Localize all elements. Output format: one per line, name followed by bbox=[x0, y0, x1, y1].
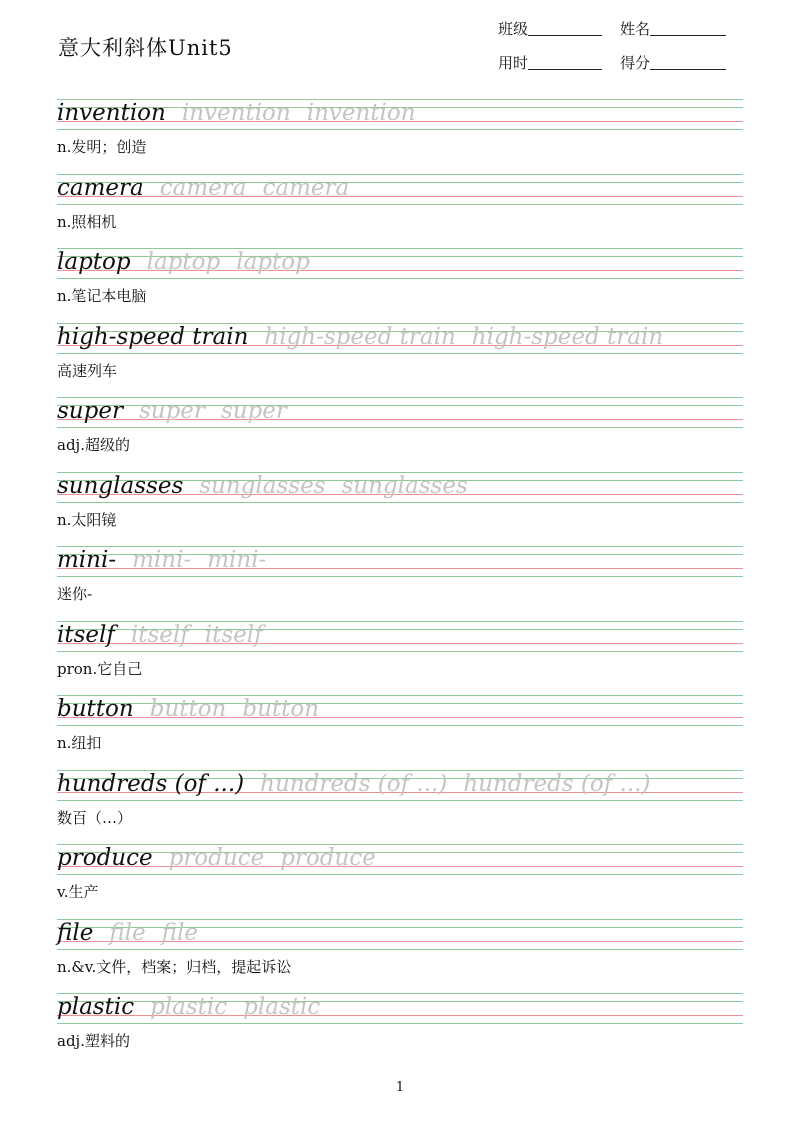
trace-word: button bbox=[242, 696, 320, 722]
word-meaning: 数百（…） bbox=[57, 808, 133, 827]
name-label: 姓名 bbox=[620, 20, 651, 38]
guide-line-green bbox=[57, 278, 743, 279]
guide-line-green bbox=[57, 725, 743, 726]
trace-word: invention bbox=[181, 100, 291, 126]
header-info-row-2 bbox=[498, 52, 726, 73]
guide-line-green bbox=[57, 651, 743, 652]
vocab-entry bbox=[0, 916, 800, 990]
score-label: 得分 bbox=[620, 54, 651, 72]
word-line bbox=[57, 547, 266, 573]
vocab-word: plastic bbox=[57, 994, 135, 1020]
trace-word: laptop bbox=[146, 249, 221, 275]
word-meaning: 高速列车 bbox=[57, 361, 118, 380]
guide-line-green bbox=[57, 353, 743, 354]
guide-line-green bbox=[57, 800, 743, 801]
vocab-entry bbox=[0, 692, 800, 766]
vocab-word: hundreds (of ...) bbox=[57, 770, 245, 797]
time-label: 用时 bbox=[498, 54, 529, 72]
word-meaning: v.生产 bbox=[57, 883, 99, 901]
vocab-word: produce bbox=[57, 845, 153, 871]
word-line bbox=[57, 398, 287, 424]
word-meaning: n.太阳镜 bbox=[57, 510, 117, 529]
class-blank bbox=[528, 34, 602, 36]
vocab-entry bbox=[0, 767, 800, 841]
trace-word: high-speed train bbox=[264, 323, 456, 350]
vocab-entry bbox=[0, 618, 800, 692]
trace-word: hundreds (of ...) bbox=[463, 770, 651, 797]
trace-word: invention bbox=[306, 100, 416, 126]
vocab-entry bbox=[0, 543, 800, 617]
vocab-word: camera bbox=[57, 174, 144, 201]
vocab-word: laptop bbox=[57, 249, 131, 275]
word-line bbox=[57, 473, 468, 499]
vocab-entry bbox=[0, 394, 800, 468]
word-meaning: n.照相机 bbox=[57, 212, 117, 231]
vocab-word: super bbox=[57, 398, 123, 424]
worksheet-title: 意大利斜体Unit5 bbox=[58, 36, 233, 60]
guide-line-green bbox=[57, 874, 743, 875]
vocab-entry bbox=[0, 320, 800, 394]
trace-word: hundreds (of ...) bbox=[260, 770, 448, 797]
trace-word: produce bbox=[168, 845, 265, 871]
vocab-entry bbox=[0, 171, 800, 245]
vocab-entry bbox=[0, 245, 800, 319]
trace-word: mini- bbox=[207, 547, 267, 573]
vocab-word: file bbox=[57, 919, 94, 946]
word-line bbox=[57, 324, 663, 350]
word-meaning: n.&v.文件，档案；归档，提起诉讼 bbox=[57, 957, 292, 976]
trace-word: plastic bbox=[150, 994, 228, 1020]
score-blank bbox=[650, 68, 726, 70]
guide-line-green bbox=[57, 502, 743, 503]
trace-word: camera bbox=[159, 174, 247, 201]
vocab-entry bbox=[0, 841, 800, 915]
trace-word: sunglasses bbox=[341, 472, 468, 499]
vocab-entry bbox=[0, 469, 800, 543]
trace-word: high-speed train bbox=[471, 323, 664, 350]
word-meaning: n.纽扣 bbox=[57, 734, 102, 752]
trace-word: produce bbox=[280, 845, 376, 871]
word-meaning: adj.超级的 bbox=[57, 436, 130, 454]
vocab-word: itself bbox=[57, 621, 115, 648]
vocab-word: high-speed train bbox=[57, 323, 249, 350]
name-blank bbox=[650, 34, 726, 36]
word-line bbox=[57, 622, 263, 648]
trace-word: super bbox=[138, 398, 205, 424]
guide-line-green bbox=[57, 129, 743, 130]
word-line bbox=[57, 249, 310, 275]
guide-line-green bbox=[57, 576, 743, 577]
trace-word: super bbox=[220, 398, 287, 424]
trace-word: itself bbox=[204, 621, 263, 648]
trace-word: sunglasses bbox=[199, 472, 326, 499]
guide-line-green bbox=[57, 949, 743, 950]
trace-word: button bbox=[149, 696, 227, 722]
word-line bbox=[57, 994, 320, 1020]
trace-word: plastic bbox=[243, 994, 321, 1020]
word-line bbox=[57, 920, 198, 946]
vocab-word: invention bbox=[57, 100, 166, 126]
guide-line-green bbox=[57, 427, 743, 428]
word-meaning: 迷你- bbox=[57, 585, 93, 603]
word-line bbox=[57, 175, 349, 201]
trace-word: itself bbox=[130, 621, 189, 648]
word-line bbox=[57, 696, 319, 722]
word-line bbox=[57, 845, 376, 871]
class-label: 班级 bbox=[498, 20, 529, 38]
guide-line-green bbox=[57, 1023, 743, 1024]
word-line bbox=[57, 100, 416, 126]
trace-word: laptop bbox=[236, 249, 310, 275]
trace-word: camera bbox=[262, 174, 350, 201]
word-line bbox=[57, 771, 650, 797]
guide-line-green bbox=[57, 204, 743, 205]
vocab-word: button bbox=[57, 696, 134, 722]
trace-word: file bbox=[161, 919, 198, 946]
vocab-entry bbox=[0, 96, 800, 170]
trace-word: file bbox=[109, 919, 146, 946]
vocab-word: sunglasses bbox=[57, 472, 184, 499]
header-info-row-1 bbox=[498, 18, 726, 39]
word-meaning: adj.塑料的 bbox=[57, 1032, 130, 1050]
vocab-entry bbox=[0, 990, 800, 1064]
vocab-word: mini- bbox=[57, 547, 117, 573]
word-meaning: n.笔记本电脑 bbox=[57, 287, 147, 305]
trace-word: mini- bbox=[132, 547, 192, 573]
word-meaning: pron.它自己 bbox=[57, 659, 143, 678]
word-meaning: n.发明；创造 bbox=[57, 138, 147, 156]
time-blank bbox=[528, 68, 602, 70]
page-number: 1 bbox=[395, 1080, 405, 1095]
